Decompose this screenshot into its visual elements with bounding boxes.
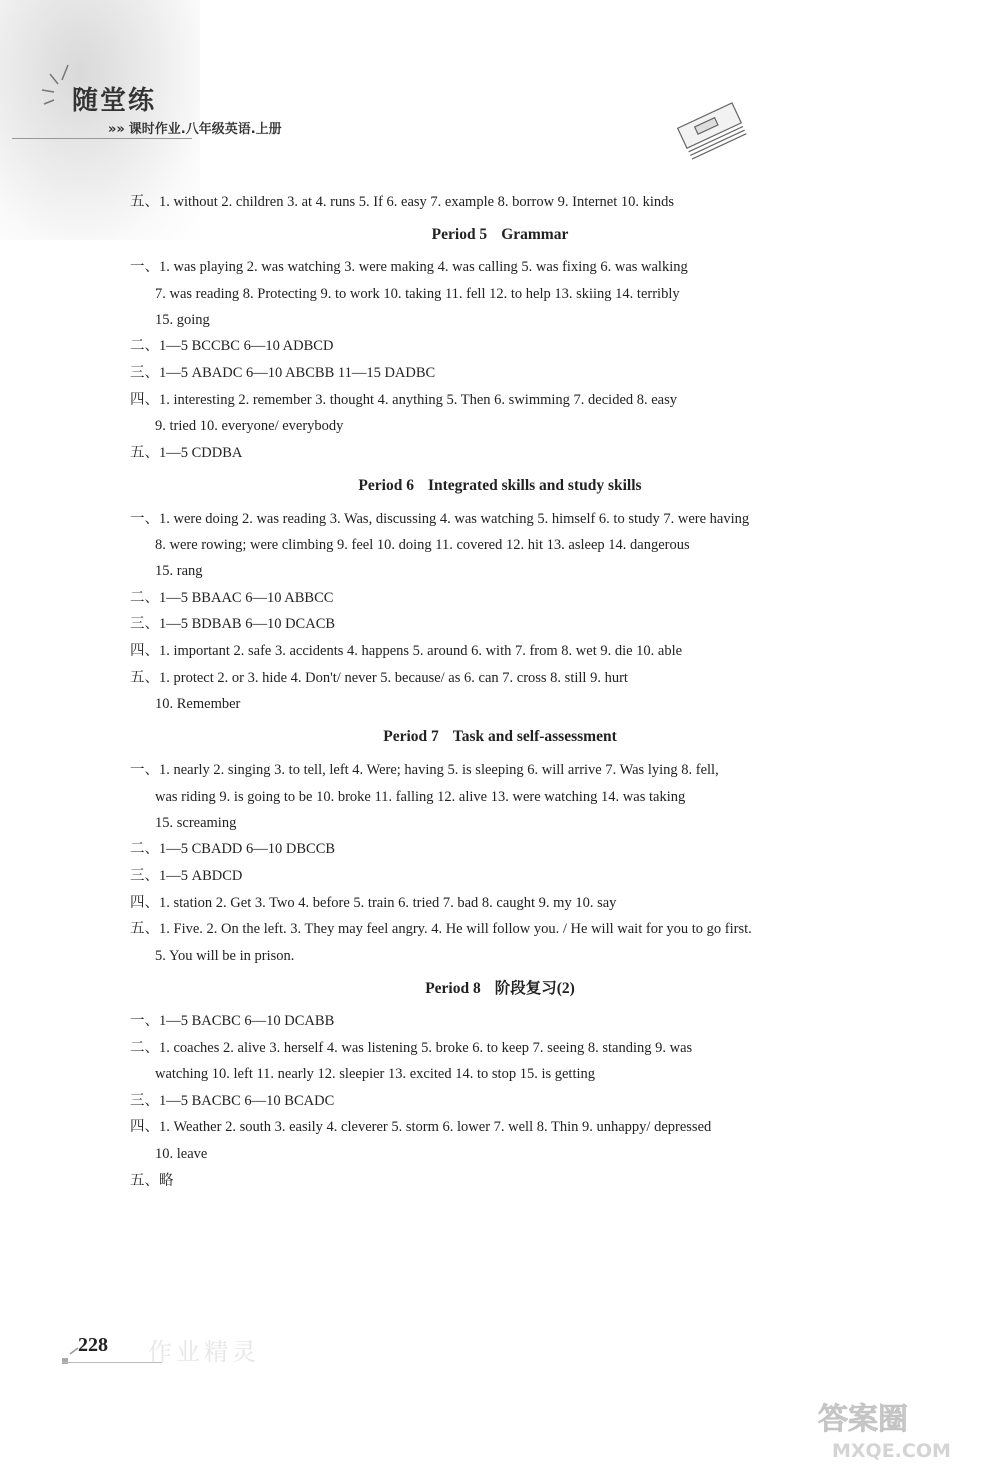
answer-line: was riding 9. is going to be 10. broke 11. falling 12. alive 13. were watching 14. was taking bbox=[155, 789, 686, 805]
watermark-url: MXQE.COM bbox=[832, 1440, 951, 1462]
answer-line: 四、1. interesting 2. remember 3. thought 4. anything 5. Then 6. swimming 7. decided 8. easy bbox=[130, 392, 678, 408]
answer-line: 三、1—5 BDBAB 6—10 DCACB bbox=[130, 616, 336, 632]
brand-title: 随堂练 bbox=[72, 86, 157, 116]
answer-line: 五、1. without 2. children 3. at 4. runs 5. If 6. easy 7. example 8. borrow 9. Internet 10. kinds bbox=[130, 194, 675, 210]
period-heading bbox=[0, 224, 1000, 246]
answer-line: 五、略 bbox=[130, 1173, 174, 1189]
answer-line: 二、1. coaches 2. alive 3. herself 4. was listening 5. broke 6. to keep 7. seeing 8. standing 9. was bbox=[130, 1040, 693, 1056]
footer-rule bbox=[62, 1362, 162, 1363]
subtitle-text: 课时作业.八年级英语.上册 bbox=[128, 122, 282, 137]
answer-line: 三、1—5 ABADC 6—10 ABCBB 11—15 DADBC bbox=[130, 365, 436, 381]
period-heading bbox=[0, 726, 1000, 748]
answer-line: 二、1—5 CBADD 6—10 DBCCB bbox=[130, 841, 336, 857]
period-number: Period 7 bbox=[383, 728, 439, 745]
answer-line: 8. were rowing; were climbing 9. feel 10. doing 11. covered 12. hit 13. asleep 14. dangerous bbox=[155, 537, 690, 553]
double-chevron-icon: »» bbox=[108, 122, 125, 137]
period-number: Period 5 bbox=[431, 226, 488, 243]
period-title: Task and self-assessment bbox=[452, 728, 617, 745]
answer-line: 一、1. was playing 2. was watching 3. were making 4. was calling 5. was fixing 6. was walking bbox=[130, 259, 688, 275]
answer-line: 15. rang bbox=[155, 563, 203, 579]
footer-watermark: 作业精灵 bbox=[148, 1338, 260, 1366]
answer-line: 一、1—5 BACBC 6—10 DCABB bbox=[130, 1013, 335, 1029]
site-watermark bbox=[810, 1395, 990, 1465]
answer-line: 五、1. protect 2. or 3. hide 4. Don't/ never 5. because/ as 6. can 7. cross 8. still 9. hurt bbox=[130, 670, 628, 686]
watermark-logo-text: 答案圈 bbox=[818, 1402, 908, 1437]
answer-line: 一、1. were doing 2. was reading 3. Was, discussing 4. was watching 5. himself 6. to study 7. were having bbox=[130, 511, 750, 527]
answer-line: 5. You will be in prison. bbox=[155, 948, 295, 964]
answer-line: 10. Remember bbox=[155, 696, 241, 712]
period-title: Integrated skills and study skills bbox=[427, 477, 642, 494]
answer-line: watching 10. left 11. nearly 12. sleepier 13. excited 14. to stop 15. is getting bbox=[155, 1066, 596, 1082]
answer-line: 15. screaming bbox=[155, 815, 237, 831]
period-number: Period 8 bbox=[425, 980, 481, 997]
brand-subtitle bbox=[108, 118, 282, 137]
answer-line: 9. tried 10. everyone/ everybody bbox=[155, 418, 344, 434]
answer-line: 15. going bbox=[155, 312, 210, 328]
header-rule bbox=[12, 138, 192, 139]
answer-line: 10. leave bbox=[155, 1146, 208, 1162]
answer-line: 三、1—5 BACBC 6—10 BCADC bbox=[130, 1093, 335, 1109]
answer-line: 7. was reading 8. Protecting 9. to work 10. taking 11. fell 12. to help 13. skiing 14. terribly bbox=[155, 286, 680, 302]
period-heading bbox=[0, 978, 1000, 1000]
period-title: Grammar bbox=[501, 226, 569, 243]
answer-line: 二、1—5 BCCBC 6—10 ADBCD bbox=[130, 338, 334, 354]
page-number: 228 bbox=[78, 1334, 108, 1356]
answer-line: 五、1—5 CDDBA bbox=[130, 445, 243, 461]
period-title: 阶段复习(2) bbox=[494, 980, 575, 997]
period-number: Period 6 bbox=[358, 477, 414, 494]
book-stack-icon bbox=[672, 100, 752, 162]
answer-line: 四、1. station 2. Get 3. Two 4. before 5. train 6. tried 7. bad 8. caught 9. my 10. say bbox=[130, 895, 617, 911]
answer-line: 三、1—5 ABDCD bbox=[130, 868, 243, 884]
answer-line: 五、1. Five. 2. On the left. 3. They may feel angry. 4. He will follow you. / He will wait for you to go first. bbox=[130, 921, 752, 937]
period-heading bbox=[0, 475, 1000, 497]
answer-line: 四、1. important 2. safe 3. accidents 4. happens 5. around 6. with 7. from 8. wet 9. die 10. able bbox=[130, 643, 683, 659]
answer-line: 四、1. Weather 2. south 3. easily 4. cleverer 5. storm 6. lower 7. well 8. Thin 9. unhappy/ depressed bbox=[130, 1119, 712, 1135]
answer-line: 一、1. nearly 2. singing 3. to tell, left 4. Were; having 5. is sleeping 6. will arrive 7. Was lying 8. fell, bbox=[130, 762, 719, 778]
answer-line: 二、1—5 BBAAC 6—10 ABBCC bbox=[130, 590, 334, 606]
